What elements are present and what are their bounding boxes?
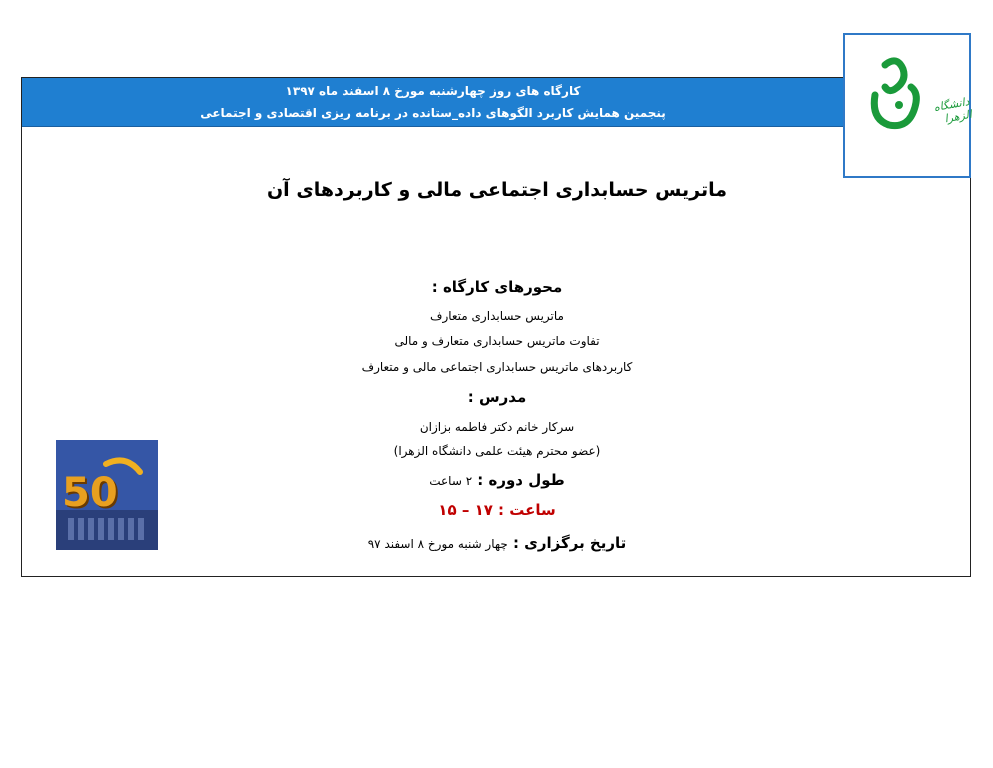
university-logo xyxy=(843,33,971,178)
topic-item: تفاوت ماتریس حسابداری متعارف و مالی xyxy=(394,334,600,348)
event-card xyxy=(21,77,971,577)
header-banner xyxy=(22,78,844,127)
banner-conference-line: پنجمین همایش کاربرد الگوهای داده_ستانده در برنامه ریزی اقتصادی و اجتماعی xyxy=(200,106,666,120)
topic-item: کاربردهای ماتریس حسابداری اجتماعی مالی و متعارف xyxy=(361,360,633,374)
duration-label: طول دوره : xyxy=(477,471,565,489)
time-label: ساعت : xyxy=(497,501,556,519)
instructor-name: سرکار خانم دکتر فاطمه بزازان xyxy=(419,420,575,434)
banner-date-line: کارگاه های روز چهارشنبه مورخ ۸ اسفند ماه ۱۳۹۷ xyxy=(285,84,581,98)
time-value: ۱۷ – ۱۵ xyxy=(438,501,493,519)
duration-value: ۲ ساعت xyxy=(429,474,473,488)
date-row xyxy=(22,533,972,552)
date-label: تاریخ برگزاری : xyxy=(512,534,627,552)
workshop-title: ماتریس حسابداری اجتماعی مالی و کاربردهای آن xyxy=(266,179,728,201)
instructor-affiliation: (عضو محترم هیئت علمی دانشگاه الزهرا) xyxy=(393,444,601,458)
instructor-heading: مدرس : xyxy=(467,388,527,406)
badge-number: 50 xyxy=(62,470,118,516)
topics-section xyxy=(22,278,972,296)
time-row xyxy=(22,500,972,519)
duration-row xyxy=(22,470,972,489)
date-value: چهار شنبه مورخ ۸ اسفند ۹۷ xyxy=(367,537,508,551)
topic-item: ماتریس حسابداری متعارف xyxy=(430,309,564,323)
logo-text: دانشگاه الزهرا xyxy=(932,94,973,126)
topics-heading: محورهای کارگاه : xyxy=(431,278,563,296)
fifty-badge xyxy=(56,440,158,550)
